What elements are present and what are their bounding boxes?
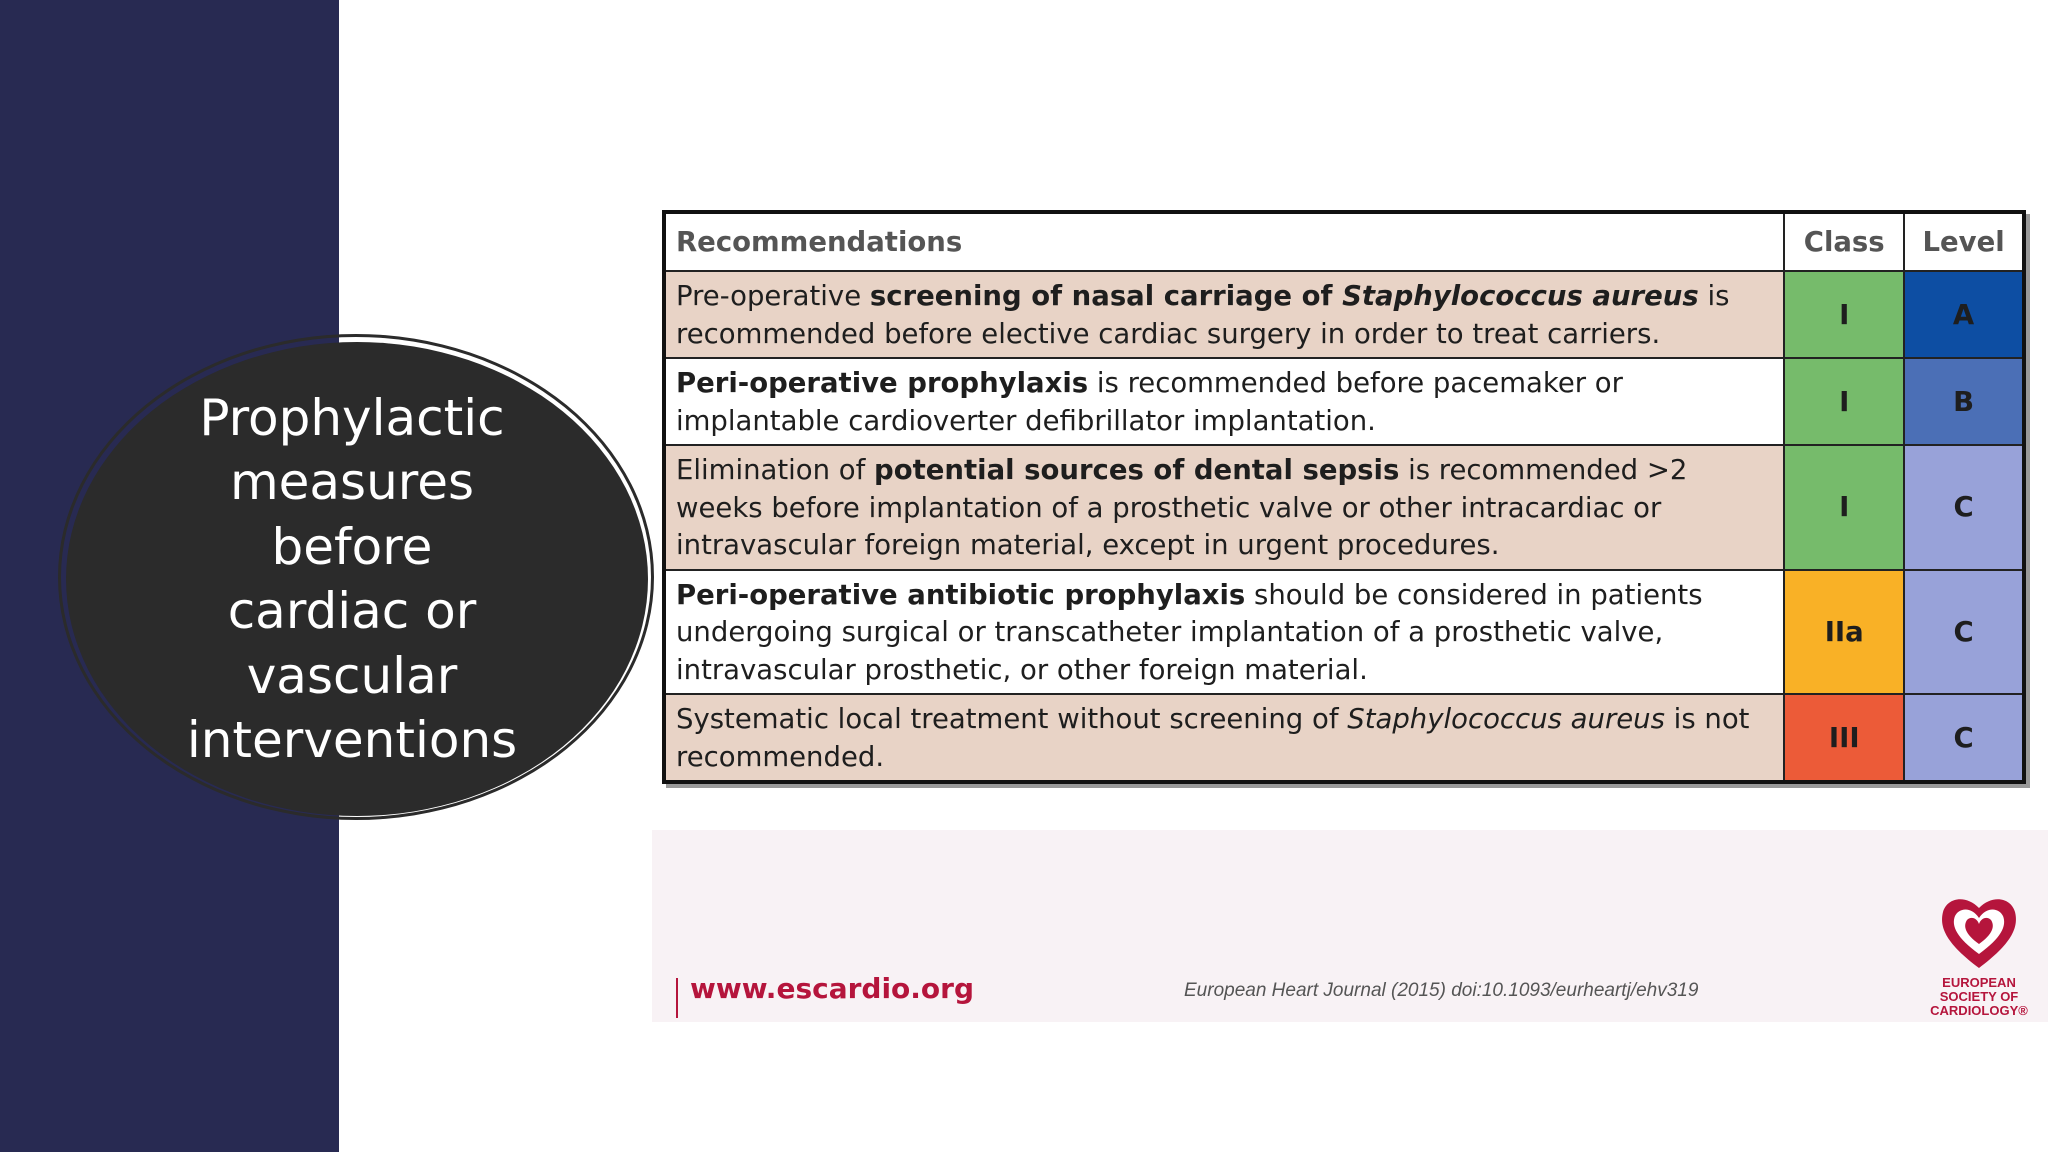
table-row	[664, 570, 2024, 695]
journal-citation: European Heart Journal (2015) doi:10.1093/eurheartj/ehv319	[1184, 980, 1699, 1001]
logo-text	[1924, 976, 2034, 1018]
recommendation-text-segment: should be considered in patients undergoing surgical or transcatheter implantation of a prosthetic valve, intravascular prosthetic, or other foreign material.	[676, 578, 1703, 686]
recommendation-text-segment: Staphylococcus aureus	[1347, 703, 1665, 735]
class-cell: I	[1784, 445, 1904, 570]
embedded-slide-image	[652, 200, 2048, 1022]
slide-title-line: interventions	[186, 711, 518, 769]
recommendation-text-segment: is recommended >2 weeks before implantation of a prosthetic valve or other intracardiac or intravascular foreign material, except in urgent procedures.	[676, 454, 1688, 561]
table-row	[664, 445, 2024, 570]
recommendation-text	[664, 358, 1784, 445]
recommendation-text	[664, 694, 1784, 782]
recommendation-text	[664, 445, 1784, 570]
level-cell: A	[1904, 271, 2024, 358]
recommendation-text-segment: Elimination of	[676, 454, 875, 486]
recommendation-text-segment: Staphylococcus aureus	[1342, 280, 1699, 312]
website-link[interactable]: www.escardio.org	[690, 972, 975, 1005]
recommendation-text-segment: Systematic local treatment without screening of	[676, 703, 1348, 735]
header-recommendations: Recommendations	[664, 212, 1784, 271]
esc-logo	[1924, 892, 2034, 1018]
recommendation-text	[664, 570, 1784, 695]
recommendation-text	[664, 271, 1784, 358]
header-level: Level	[1904, 212, 2024, 271]
recommendation-text-segment: screening of nasal carriage of	[869, 280, 1343, 312]
class-cell: I	[1784, 358, 1904, 445]
logo-text-line: EUROPEAN	[1942, 975, 2016, 990]
slide-title-line: vascular	[246, 646, 458, 705]
table-header-row	[664, 212, 2024, 271]
recommendation-text-segment: Peri-operative prophylaxis	[676, 367, 1089, 399]
table-body	[664, 271, 2024, 782]
slide-title	[132, 386, 572, 773]
recommendation-text-segment: is recommended before pacemaker or implantable cardioverter defibrillator implantation.	[676, 367, 1623, 437]
title-oval	[66, 342, 648, 816]
recommendation-text-segment: potential sources of dental sepsis	[874, 454, 1400, 486]
logo-text-line: SOCIETY OF	[1939, 989, 2019, 1004]
level-cell: B	[1904, 358, 2024, 445]
recommendation-text-segment: is recommended before elective cardiac surgery in order to treat carriers.	[676, 280, 1730, 350]
header-class: Class	[1784, 212, 1904, 271]
class-cell: IIa	[1784, 570, 1904, 695]
class-cell: III	[1784, 694, 1904, 782]
url-accent-bar	[676, 978, 678, 1018]
recommendation-text-segment: Peri-operative antibiotic prophylaxis	[676, 578, 1246, 611]
recommendation-text-segment: Pre-operative	[676, 280, 870, 312]
class-cell: I	[1784, 271, 1904, 358]
table-row	[664, 358, 2024, 445]
logo-text-line: CARDIOLOGY®	[1930, 1003, 2028, 1018]
slide-title-line: before	[271, 517, 433, 576]
level-cell: C	[1904, 694, 2024, 782]
slide-title-line: cardiac or	[227, 582, 477, 640]
level-cell: C	[1904, 445, 2024, 570]
level-cell: C	[1904, 570, 2024, 695]
recommendations-table	[662, 210, 2026, 784]
heart-icon	[1937, 892, 2021, 972]
table-row	[664, 694, 2024, 782]
recommendation-text-segment: is not recommended.	[676, 703, 1750, 773]
table-row	[664, 271, 2024, 358]
slide-title-line: Prophylactic	[199, 388, 505, 447]
slide-title-line: measures	[229, 453, 475, 511]
